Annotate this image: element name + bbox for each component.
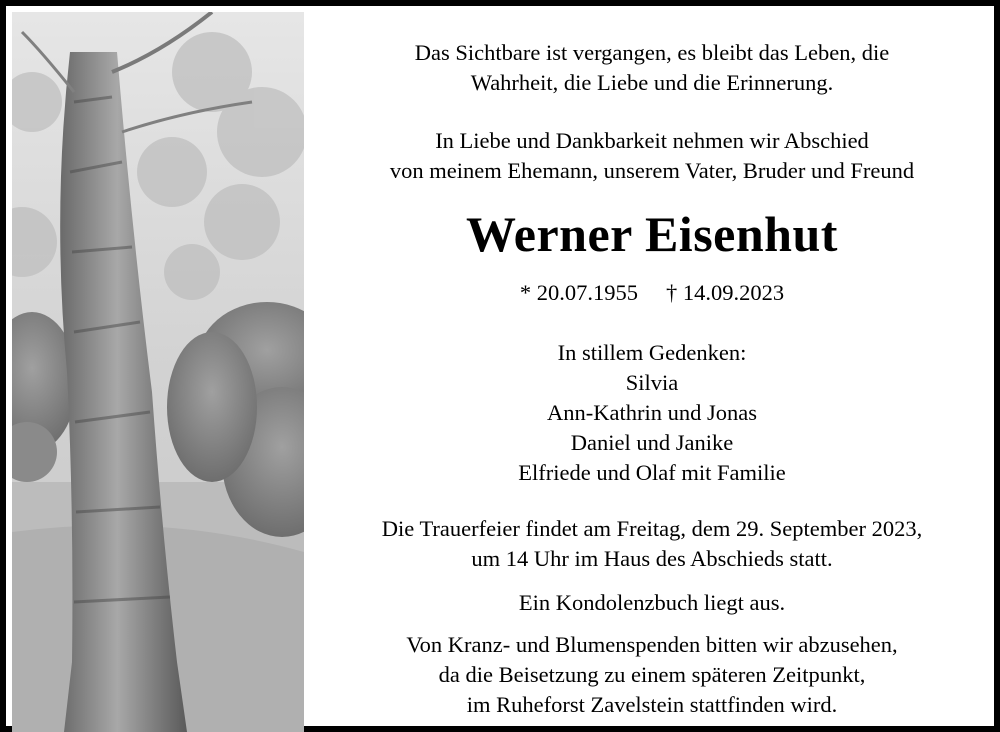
condolence-line: Ein Kondolenzbuch liegt aus.: [518, 590, 786, 615]
farewell-line-2: von meinem Ehemann, unserem Vater, Bruder und Freund: [389, 158, 915, 183]
ceremony-info: [304, 514, 1000, 574]
life-dates: [304, 278, 1000, 308]
obituary-text: [304, 12, 1000, 732]
intro-line-1: Das Sichtbare ist vergangen, es bleibt das Leben, die: [414, 40, 890, 65]
mourner-name: Ann-Kathrin und Jonas: [547, 400, 757, 425]
deceased-name: Werner Eisenhut: [466, 206, 838, 262]
farewell-line-1: In Liebe und Dankbarkeit nehmen wir Abschied: [435, 128, 869, 153]
mourner-name: Daniel und Janike: [570, 430, 734, 455]
flowers-note: [304, 630, 1000, 720]
mourner-name: Elfriede und Olaf mit Familie: [518, 460, 786, 485]
flowers-line-1: Von Kranz- und Blumenspenden bitten wir abzusehen,: [406, 632, 898, 657]
flowers-line-2: da die Beisetzung zu einem späteren Zeitpunkt,: [438, 662, 866, 687]
intro-verse: [304, 38, 1000, 98]
ceremony-line-2: um 14 Uhr im Haus des Abschieds statt.: [471, 546, 833, 571]
intro-line-2: Wahrheit, die Liebe und die Erinnerung.: [470, 70, 834, 95]
tree-photo-icon: [12, 12, 304, 732]
ceremony-line-1: Die Trauerfeier findet am Freitag, dem 29. September 2023,: [381, 516, 923, 541]
birth-date: * 20.07.1955: [519, 280, 638, 305]
mourners-heading: In stillem Gedenken:: [557, 340, 747, 365]
death-date: † 14.09.2023: [666, 280, 785, 305]
flowers-line-3: im Ruheforst Zavelstein stattfinden wird.: [466, 692, 838, 717]
mourner-name: Silvia: [625, 370, 679, 395]
farewell-text: [304, 126, 1000, 186]
condolence-book-note: [304, 588, 1000, 618]
mourners-list: [304, 338, 1000, 488]
